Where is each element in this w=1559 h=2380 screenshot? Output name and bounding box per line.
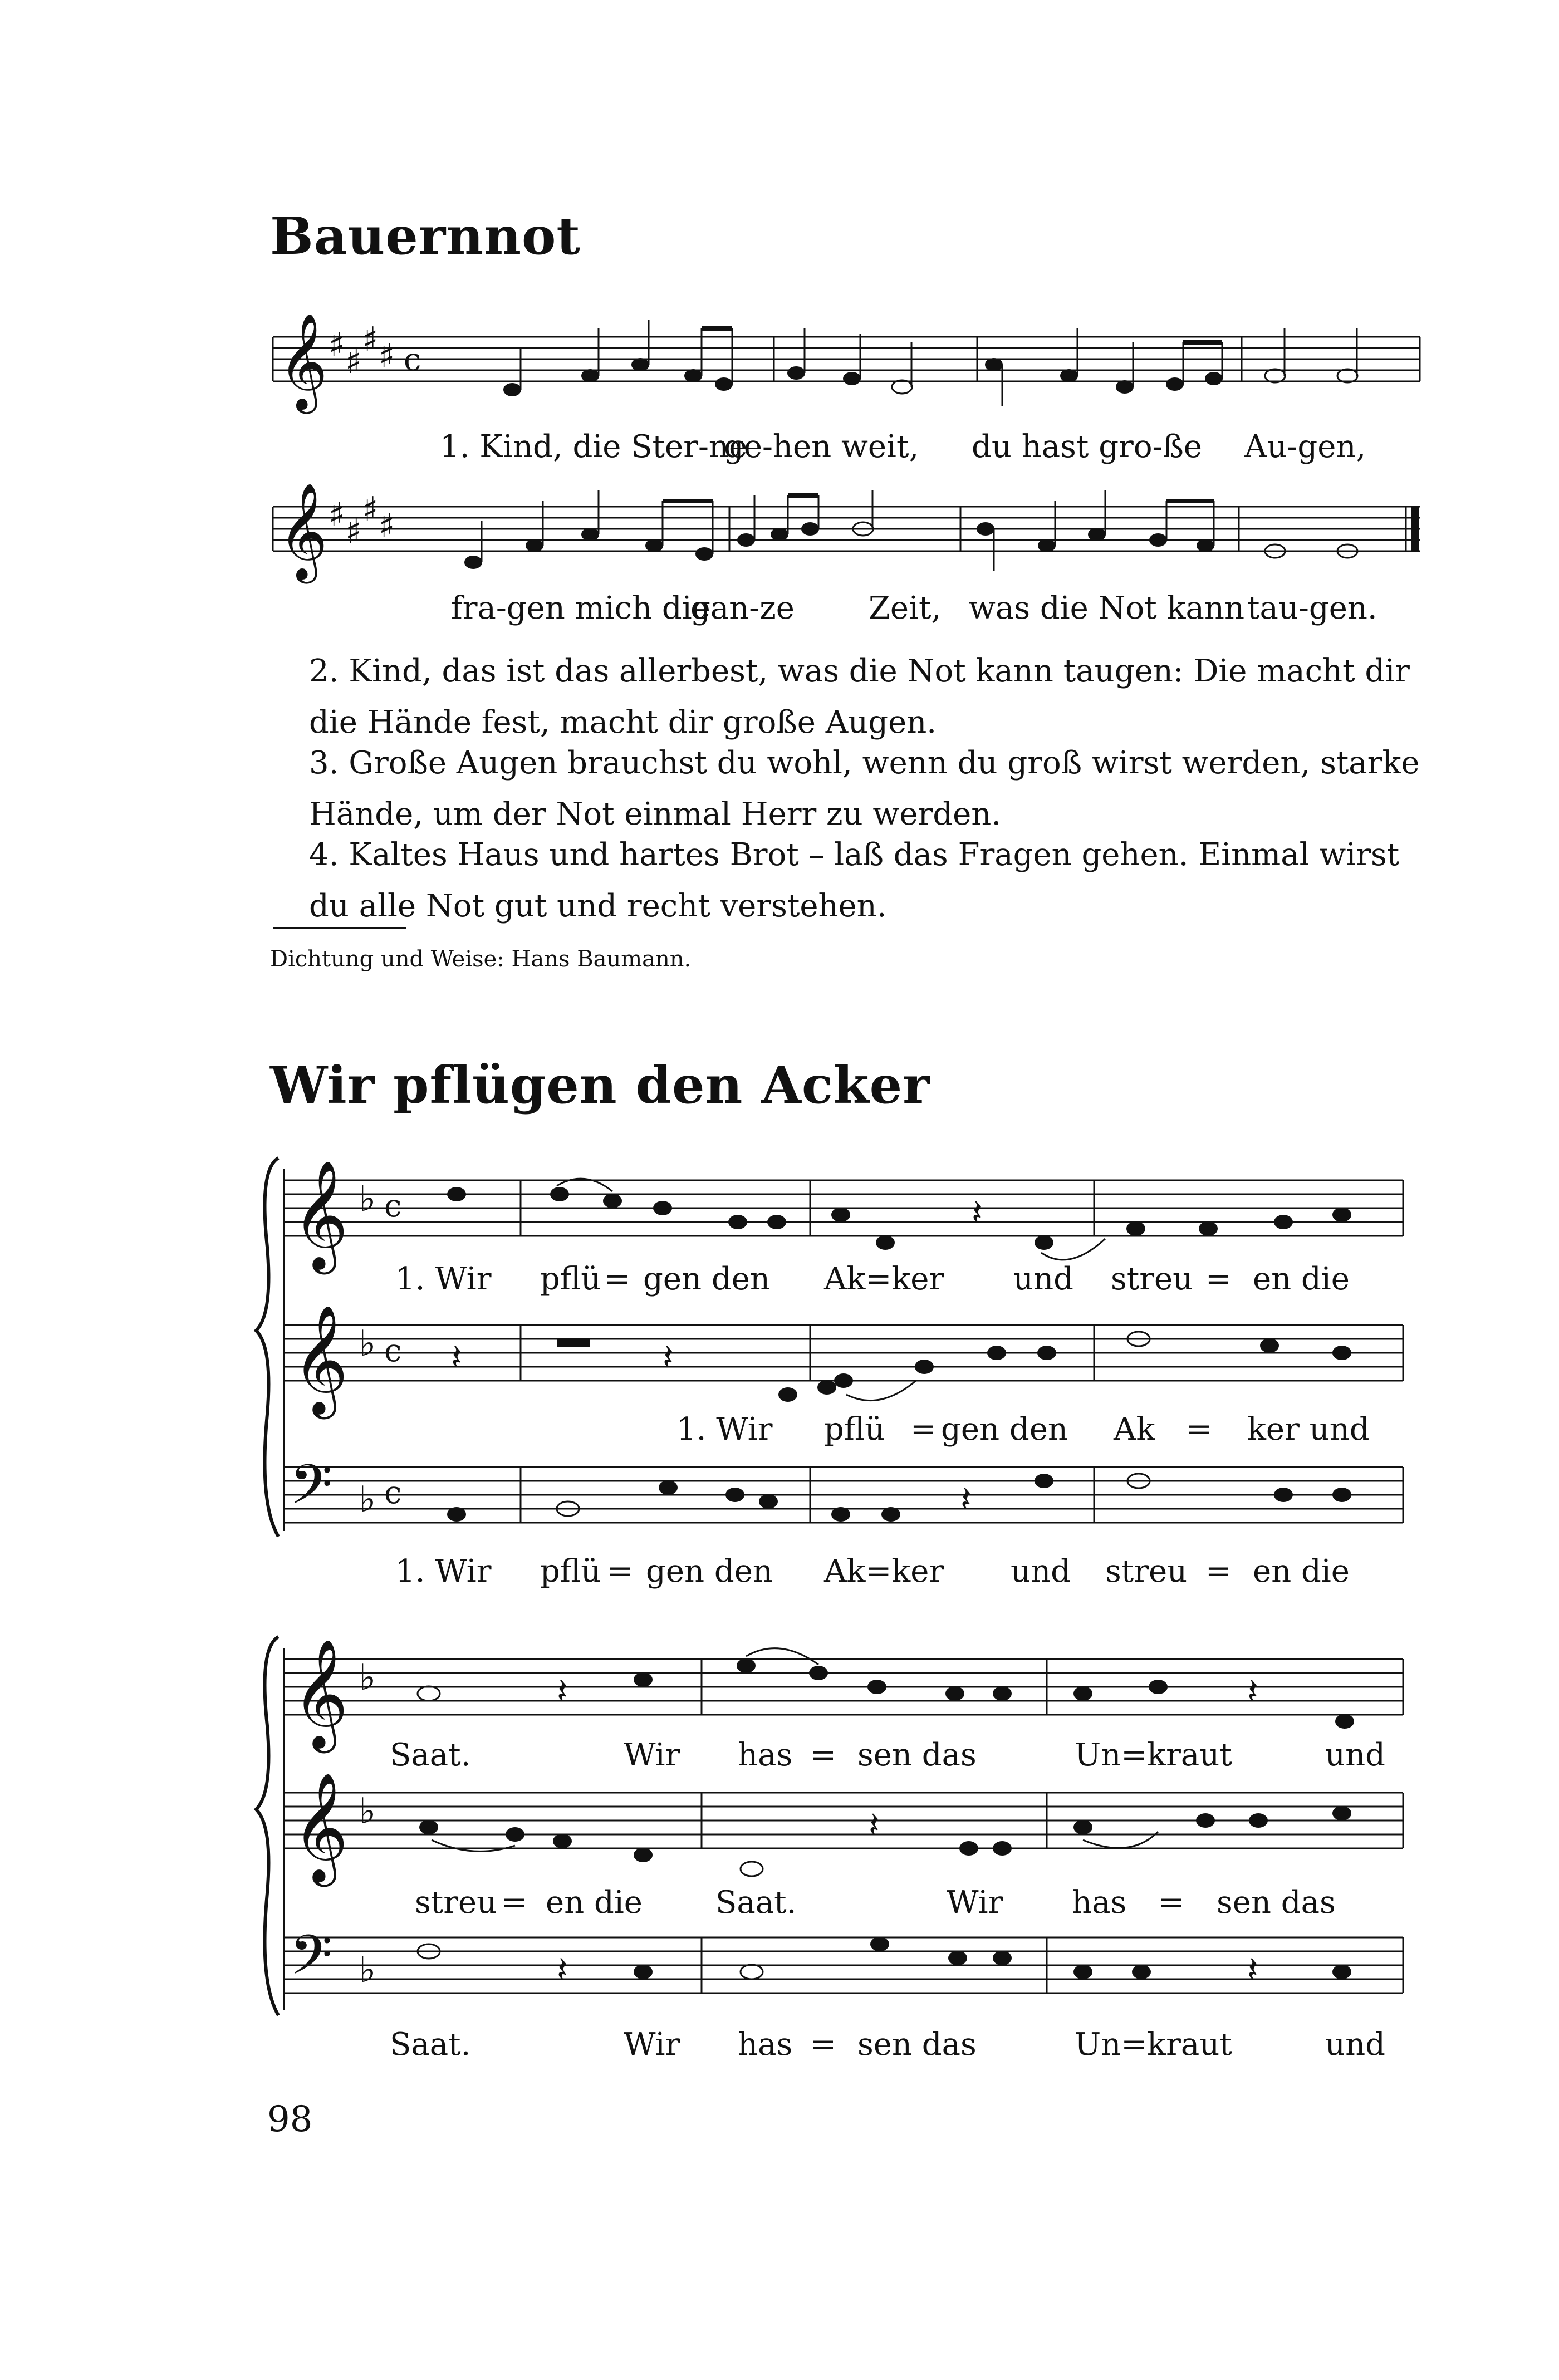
lyrics-line <box>0 1737 1559 1782</box>
lyric-syllable: streu <box>1105 1553 1188 1589</box>
lyric-syllable: en die <box>1253 1261 1350 1297</box>
svg-text:𝄞: 𝄞 <box>292 1304 349 1415</box>
verse-2: 2. Kind, das ist das allerbest, was die Not kann taugen: Die macht dir die Hände fest, macht dir große Augen. <box>309 653 1410 740</box>
lyric-syllable: pflü <box>540 1553 601 1589</box>
svg-text:♯: ♯ <box>329 495 345 534</box>
page-number: 98 <box>267 2099 313 2140</box>
lyric-syllable: Ak <box>1114 1411 1155 1447</box>
svg-text:♯: ♯ <box>379 337 395 376</box>
lyric-syllable: has <box>1072 1885 1127 1921</box>
lyric-syllable: = <box>604 1261 630 1297</box>
song-credit: Dichtung und Weise: Hans Baumann. <box>270 946 692 972</box>
lyric-syllable: = <box>1205 1261 1232 1297</box>
lyric-syllable: = <box>1186 1411 1212 1447</box>
svg-text:♯: ♯ <box>345 512 362 551</box>
song-title: Wir pflügen den Acker <box>270 1055 930 1115</box>
lyric-syllable: sen das <box>857 2026 977 2063</box>
svg-text:𝄢: 𝄢 <box>290 1923 333 2001</box>
svg-text:♯: ♯ <box>329 326 345 365</box>
lyric-syllable: = <box>501 1885 527 1921</box>
svg-text:♯: ♯ <box>362 490 379 529</box>
lyric-syllable: fra-gen mich die <box>451 590 710 626</box>
verse-3: 3. Große Augen brauchst du wohl, wenn du groß wirst werden, starke Hände, um der Not einmal Herr zu werden. <box>309 745 1420 832</box>
lyrics-line <box>0 1411 1559 1456</box>
lyric-syllable: 1. Kind, die Ster-ne <box>440 429 748 465</box>
lyric-syllable: en die <box>546 1885 643 1921</box>
svg-text:♭: ♭ <box>359 1950 376 1991</box>
lyric-syllable: Un=kraut <box>1075 2026 1232 2063</box>
lyrics-line <box>0 590 1559 635</box>
lyric-syllable: has <box>738 2026 793 2063</box>
svg-text:𝄞: 𝄞 <box>292 1772 349 1882</box>
lyric-syllable: und <box>1013 1261 1073 1297</box>
lyric-syllable: Zeit, <box>869 590 942 626</box>
lyric-syllable: was die Not kann <box>969 590 1245 626</box>
lyric-syllable: = <box>1158 1885 1184 1921</box>
lyric-syllable: gen den <box>941 1411 1068 1447</box>
lyric-syllable: und <box>1011 1553 1071 1589</box>
svg-text:𝄽: 𝄽 <box>451 1337 462 1378</box>
svg-text:𝄽: 𝄽 <box>1247 1671 1258 1712</box>
lyric-syllable: = <box>1205 1553 1232 1589</box>
lyric-syllable: 1. Wir <box>676 1411 773 1447</box>
svg-text:𝄽: 𝄽 <box>557 1950 568 1991</box>
lyric-syllable: 1. Wir <box>395 1261 492 1297</box>
staff-notation <box>0 295 1559 418</box>
svg-text:c: c <box>384 1333 402 1369</box>
lyric-syllable: Au-gen, <box>1244 429 1366 465</box>
lyric-syllable: Wir <box>947 1885 1003 1921</box>
lyric-syllable: Saat. <box>390 1737 471 1773</box>
svg-text:♭: ♭ <box>359 1179 376 1220</box>
staff-notation <box>0 1147 1559 1559</box>
lyric-syllable: = <box>607 1553 633 1589</box>
svg-text:𝄢: 𝄢 <box>290 1453 333 1530</box>
divider <box>273 927 406 929</box>
lyric-syllable: Ak=ker <box>824 1553 944 1589</box>
lyric-syllable: sen das <box>1217 1885 1336 1921</box>
lyric-syllable: tau-gen. <box>1247 590 1377 626</box>
music-system-2 <box>0 1626 1559 2038</box>
svg-text:♭: ♭ <box>359 1479 376 1520</box>
lyric-syllable: Ak=ker <box>824 1261 944 1297</box>
svg-text:𝄽: 𝄽 <box>869 1805 880 1846</box>
lyric-syllable: has <box>738 1737 793 1773</box>
lyric-syllable: = <box>810 2026 836 2063</box>
svg-text:♯: ♯ <box>345 342 362 381</box>
staff-notation <box>0 1626 1559 2038</box>
svg-text:𝄽: 𝄽 <box>663 1337 674 1378</box>
lyric-syllable: sen das <box>857 1737 977 1773</box>
svg-text:𝄽: 𝄽 <box>557 1671 568 1712</box>
lyric-syllable: pflü <box>540 1261 601 1297</box>
svg-text:♯: ♯ <box>362 320 379 359</box>
lyric-syllable: en die <box>1253 1553 1350 1589</box>
svg-text:♭: ♭ <box>359 1323 376 1365</box>
lyric-syllable: gan-ze <box>690 590 795 626</box>
lyric-syllable: du hast gro-ße <box>972 429 1203 465</box>
lyric-syllable: 1. Wir <box>395 1553 492 1589</box>
lyric-syllable: pflü <box>824 1411 885 1447</box>
music-staff-bauernnot-1 <box>0 295 1559 418</box>
staff-notation <box>0 473 1559 596</box>
lyric-syllable: gen den <box>646 1553 773 1589</box>
lyric-syllable: und <box>1325 1737 1385 1773</box>
svg-text:𝄽: 𝄽 <box>960 1479 972 1520</box>
music-staff-bauernnot-2 <box>0 473 1559 596</box>
svg-text:𝄞: 𝄞 <box>278 483 328 580</box>
lyric-syllable: = <box>810 1737 836 1773</box>
lyric-syllable: streu <box>415 1885 497 1921</box>
lyric-syllable: ge-hen weit, <box>724 429 919 465</box>
svg-text:♯: ♯ <box>379 507 395 546</box>
lyric-syllable: Wir <box>624 2026 680 2063</box>
lyric-syllable: Wir <box>624 1737 680 1773</box>
lyrics-line <box>0 1553 1559 1598</box>
lyrics-line <box>0 1885 1559 1929</box>
lyric-syllable: gen den <box>643 1261 770 1297</box>
svg-text:c: c <box>384 1475 402 1511</box>
verse-4: 4. Kaltes Haus und hartes Brot – laß das Fragen gehen. Einmal wirst du alle Not gut und recht verstehen. <box>309 837 1400 924</box>
lyrics-line <box>0 429 1559 473</box>
lyrics-line <box>0 2026 1559 2071</box>
lyric-syllable: Saat. <box>715 1885 797 1921</box>
svg-text:𝄞: 𝄞 <box>292 1638 349 1749</box>
svg-text:c: c <box>404 342 421 378</box>
svg-text:𝄽: 𝄽 <box>1247 1950 1258 1991</box>
music-system-1 <box>0 1147 1559 1559</box>
svg-text:♭: ♭ <box>359 1791 376 1832</box>
lyric-syllable: und <box>1325 2026 1385 2063</box>
lyric-syllable: = <box>910 1411 937 1447</box>
lyrics-line <box>0 1261 1559 1306</box>
svg-text:c: c <box>384 1188 402 1224</box>
svg-text:𝄞: 𝄞 <box>278 313 328 410</box>
lyric-syllable: ker und <box>1247 1411 1370 1447</box>
svg-text:𝄞: 𝄞 <box>292 1160 349 1270</box>
svg-text:♭: ♭ <box>359 1657 376 1699</box>
svg-text:𝄽: 𝄽 <box>972 1193 983 1234</box>
lyric-syllable: Saat. <box>390 2026 471 2063</box>
song-title: Bauernnot <box>270 206 581 266</box>
lyric-syllable: Un=kraut <box>1075 1737 1232 1773</box>
lyric-syllable: streu <box>1111 1261 1193 1297</box>
